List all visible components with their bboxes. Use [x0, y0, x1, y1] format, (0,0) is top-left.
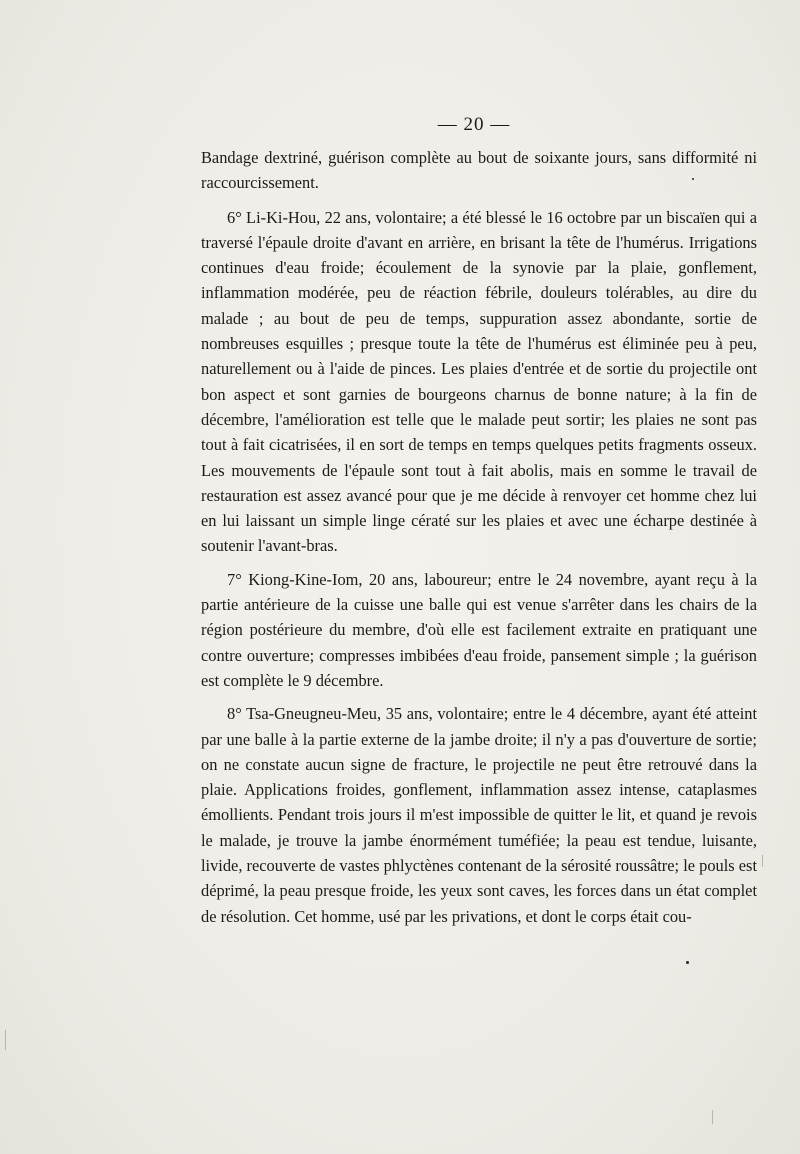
paragraph-case-8: 8° Tsa-Gneugneu-Meu, 35 ans, volontaire; entre le 4 décembre, ayant été atteint par une balle à la partie externe de la jambe droite; il n'y a pas d'ouverture de sortie; on ne constate aucun signe de fracture, le projectile ne peut être retrouvé dans la plaie. Applications froides, gonflement, inflammation assez intense, cataplasmes émollients. Pendant trois jours il m'est impossible de quitter le lit, et quand je revois le malade, je trouve la jambe énormément tuméfiée; la peau est tendue, luisante, livide, recouverte de vastes phlyctènes contenant de la sérosité roussâtre; le pouls est déprimé, la peau presque froide, les yeux sont caves, les forces dans un état complet de résolution. Cet homme, usé par les privations, et dont le corps était cou-	[201, 704, 757, 926]
page-edge-mark	[712, 1110, 713, 1124]
paragraph-case-7: 7° Kiong-Kine-Iom, 20 ans, laboureur; entre le 24 novembre, ayant reçu à la partie antérieure de la cuisse une balle qui est venue s'arrêter dans les chairs de la région postérieure du membre, d'où elle est facilement extraite en pratiquant une contre ouverture; compresses imbibées d'eau froide, pansement simple ; la guérison est complète le 9 décembre.	[201, 569, 757, 690]
scan-speck	[686, 961, 689, 964]
body-text	[201, 145, 757, 937]
scan-speck	[692, 178, 694, 180]
paragraph-continuation: Bandage dextriné, guérison complète au bout de soixante jours, sans difformité ni raccourcissement.	[201, 148, 757, 193]
page-edge-mark	[762, 855, 763, 867]
page-edge-mark	[5, 1030, 6, 1050]
paragraph-case-6: 6° Li-Ki-Hou, 22 ans, volontaire; a été blessé le 16 octobre par un biscaïen qui a traversé l'épaule droite d'avant en arrière, en brisant la tête de l'humérus. Irrigations continues d'eau froide; écoulement de la synovie par la plaie, gonflement, inflammation modérée, peu de réaction fébrile, douleurs tolérables, au dire du malade ; au bout de peu de temps, suppuration assez abondante, sortie de nombreuses esquilles ; presque toute la tête de l'humérus est éliminée peu à peu, naturellement ou à l'aide de pinces. Les plaies d'entrée et de sortie du projectile ont bon aspect et sont garnies de bourgeons charnus de bonne nature; à la fin de décembre, l'amélioration est telle que le malade peut sortir; les plaies ne sont pas tout à fait cicatrisées, il en sort de temps en temps quelques petits fragments osseux. Les mouvements de l'épaule sont tout à fait abolis, mais en somme le travail de restauration est assez avancé pour que je me décide à renvoyer cet homme chez lui en lui laissant un simple linge cératé sur les plaies et avec une écharpe destinée à soutenir l'avant-bras.	[201, 207, 757, 556]
page-number: — 20 —	[437, 114, 511, 135]
